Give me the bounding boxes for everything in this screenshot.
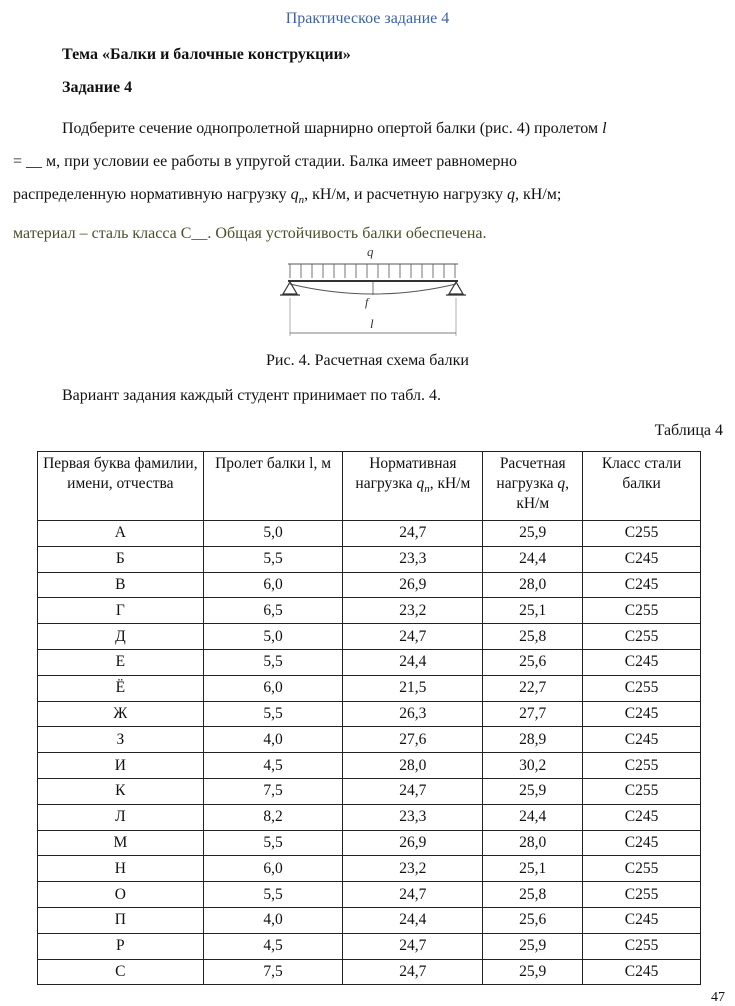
steel-class-cell: С255 — [583, 882, 701, 908]
letter-cell: Б — [38, 546, 204, 572]
span-cell: 4,5 — [203, 753, 343, 779]
normative-load-cell: 24,4 — [343, 649, 483, 675]
letter-cell: К — [38, 778, 204, 804]
span-cell: 5,5 — [203, 882, 343, 908]
paragraph-line-2: = __ м, при условии ее работы в упругой стадии. Балка имеет равномерно — [13, 153, 517, 170]
normative-load-cell: 26,3 — [343, 701, 483, 727]
design-load-cell: 25,8 — [483, 624, 583, 650]
design-load-cell: 25,9 — [483, 933, 583, 959]
steel-class-cell: С255 — [583, 753, 701, 779]
table-row — [38, 598, 701, 624]
steel-class-cell: С255 — [583, 598, 701, 624]
span-cell: 6,0 — [203, 572, 343, 598]
paragraph-line-3: распределенную нормативную нагрузку $q_n$, кН/м, и расчетную нагрузку q, кН/м; — [13, 186, 562, 207]
design-load-cell: 25,9 — [483, 521, 583, 547]
span-cell: 6,0 — [203, 856, 343, 882]
span-cell: 7,5 — [203, 959, 343, 985]
steel-class-cell: С245 — [583, 727, 701, 753]
letter-cell: П — [38, 907, 204, 933]
span-cell: 7,5 — [203, 778, 343, 804]
steel-class-cell: С245 — [583, 701, 701, 727]
table-header-row — [38, 452, 701, 521]
letter-cell: А — [38, 521, 204, 547]
left-support — [283, 282, 297, 294]
span-cell: 4,0 — [203, 907, 343, 933]
letter-cell: С — [38, 959, 204, 985]
table-row — [38, 804, 701, 830]
table-row — [38, 572, 701, 598]
normative-load-cell: 23,3 — [343, 804, 483, 830]
letter-cell: И — [38, 753, 204, 779]
table-row — [38, 959, 701, 985]
steel-class-cell: С245 — [583, 649, 701, 675]
table-row — [38, 624, 701, 650]
topic-heading: Тема «Балки и балочные конструкции» — [62, 46, 351, 63]
steel-class-cell: С255 — [583, 521, 701, 547]
table-row — [38, 933, 701, 959]
normative-load-cell: 24,7 — [343, 778, 483, 804]
table-label: Таблица 4 — [654, 422, 723, 439]
design-load-cell: 22,7 — [483, 675, 583, 701]
load-q-label: q — [367, 244, 374, 259]
normative-load-cell: 24,7 — [343, 882, 483, 908]
table-row — [38, 882, 701, 908]
normative-load-cell: 23,2 — [343, 598, 483, 624]
table-row — [38, 701, 701, 727]
span-cell: 5,5 — [203, 546, 343, 572]
deflection-f-label: f — [365, 295, 369, 309]
span-cell: 4,0 — [203, 727, 343, 753]
paragraph-line-1: Подберите сечение однопролетной шарнирно опертой балки (рис. 4) пролетом l — [62, 120, 607, 137]
steel-class-cell: С245 — [583, 804, 701, 830]
normative-load-cell: 24,4 — [343, 907, 483, 933]
span-cell: 4,5 — [203, 933, 343, 959]
letter-cell: М — [38, 830, 204, 856]
design-load-cell: 24,4 — [483, 546, 583, 572]
steel-class-cell: С255 — [583, 933, 701, 959]
table-row — [38, 521, 701, 547]
design-load-cell: 28,0 — [483, 572, 583, 598]
table-row — [38, 856, 701, 882]
design-load-cell: 27,7 — [483, 701, 583, 727]
page-number: 47 — [711, 990, 725, 1005]
span-cell: 5,0 — [203, 624, 343, 650]
steel-class-cell: С255 — [583, 675, 701, 701]
letter-cell: Р — [38, 933, 204, 959]
normative-load-cell: 24,7 — [343, 933, 483, 959]
header-steel-class: Класс стали балки — [583, 452, 701, 521]
table-row — [38, 546, 701, 572]
variant-text: Вариант задания каждый студент принимает по табл. 4. — [62, 387, 441, 404]
letter-cell: О — [38, 882, 204, 908]
design-load-cell: 25,6 — [483, 907, 583, 933]
normative-load-cell: 26,9 — [343, 572, 483, 598]
design-load-cell: 25,9 — [483, 959, 583, 985]
table-row — [38, 830, 701, 856]
span-cell: 6,0 — [203, 675, 343, 701]
table-row — [38, 727, 701, 753]
span-cell: 5,5 — [203, 701, 343, 727]
table-row — [38, 778, 701, 804]
letter-cell: В — [38, 572, 204, 598]
span-cell: 6,5 — [203, 598, 343, 624]
distributed-load-arrows — [290, 264, 455, 278]
design-load-cell: 25,6 — [483, 649, 583, 675]
design-load-cell: 28,0 — [483, 830, 583, 856]
steel-class-cell: С255 — [583, 856, 701, 882]
header-design-load: Расчетная нагрузка q, кН/м — [483, 452, 583, 521]
normative-load-cell: 24,7 — [343, 521, 483, 547]
design-load-cell: 25,8 — [483, 882, 583, 908]
header-span: Пролет балки l, м — [203, 452, 343, 521]
letter-cell: Н — [38, 856, 204, 882]
steel-class-cell: С245 — [583, 830, 701, 856]
span-cell: 5,5 — [203, 649, 343, 675]
letter-cell: З — [38, 727, 204, 753]
span-l-label: l — [370, 316, 374, 331]
span-cell: 5,0 — [203, 521, 343, 547]
table-row — [38, 907, 701, 933]
normative-load-cell: 26,9 — [343, 830, 483, 856]
normative-load-cell: 23,3 — [343, 546, 483, 572]
steel-class-cell: С245 — [583, 572, 701, 598]
span-cell: 5,5 — [203, 830, 343, 856]
design-load-cell: 30,2 — [483, 753, 583, 779]
page-header: Практическое задание 4 — [285, 10, 450, 27]
task-heading: Задание 4 — [62, 79, 133, 96]
right-support — [449, 282, 463, 294]
table-row — [38, 675, 701, 701]
paragraph-line-4: материал – сталь класса С__. Общая устойчивость балки обеспечена. — [13, 225, 487, 243]
steel-class-cell: С255 — [583, 624, 701, 650]
span-cell: 8,2 — [203, 804, 343, 830]
header-first-letter: Первая буква фамилии, имени, отчества — [38, 452, 204, 521]
table-row — [38, 649, 701, 675]
letter-cell: Е — [38, 649, 204, 675]
steel-class-cell: С245 — [583, 907, 701, 933]
header-normative-load: Нормативная нагрузка $q_n$, кН/м — [343, 452, 483, 521]
design-load-cell: 25,1 — [483, 856, 583, 882]
table-row — [38, 753, 701, 779]
normative-load-cell: 27,6 — [343, 727, 483, 753]
letter-cell: Ё — [38, 675, 204, 701]
design-load-cell: 25,1 — [483, 598, 583, 624]
task-paragraph — [13, 112, 713, 250]
normative-load-cell: 21,5 — [343, 675, 483, 701]
variants-table — [37, 451, 701, 985]
design-load-cell: 24,4 — [483, 804, 583, 830]
figure-caption: Рис. 4. Расчетная схема балки — [266, 352, 469, 369]
normative-load-cell: 23,2 — [343, 856, 483, 882]
normative-load-cell: 24,7 — [343, 624, 483, 650]
letter-cell: Ж — [38, 701, 204, 727]
steel-class-cell: С255 — [583, 778, 701, 804]
normative-load-cell: 24,7 — [343, 959, 483, 985]
letter-cell: Л — [38, 804, 204, 830]
steel-class-cell: С245 — [583, 546, 701, 572]
steel-class-cell: С245 — [583, 959, 701, 985]
design-load-cell: 25,9 — [483, 778, 583, 804]
design-load-cell: 28,9 — [483, 727, 583, 753]
letter-cell: Г — [38, 598, 204, 624]
normative-load-cell: 28,0 — [343, 753, 483, 779]
beam-diagram — [270, 240, 470, 340]
letter-cell: Д — [38, 624, 204, 650]
